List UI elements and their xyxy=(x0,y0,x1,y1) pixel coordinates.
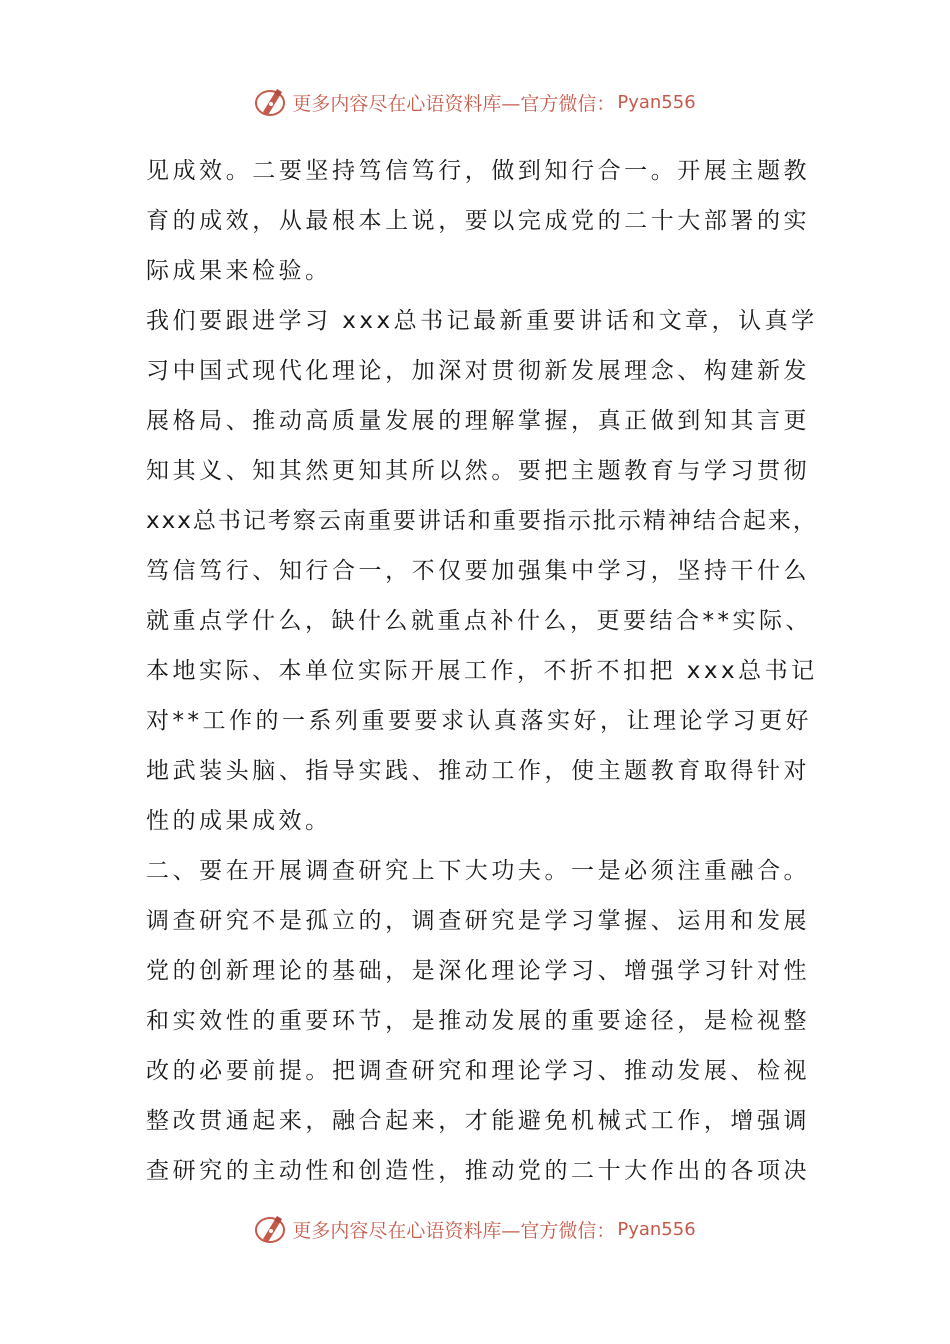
text-line: 和实效性的重要环节，是推动发展的重要途径，是检视整 xyxy=(146,1008,810,1034)
pen-nib-logo-icon xyxy=(254,85,288,119)
text-line: 改的必要前提。把调查研究和理论学习、推动发展、检视 xyxy=(146,1058,810,1084)
footer-watermark-banner xyxy=(0,1209,950,1249)
banner-text: 更多内容尽在心语资料库—官方微信： xyxy=(292,92,616,115)
text-line: 党的创新理论的基础，是深化理论学习、增强学习针对性 xyxy=(146,958,810,984)
text-line: 我们要跟进学习 xxx总书记最新重要讲话和文章，认真学 xyxy=(146,308,818,334)
text-line: 性的成果成效。 xyxy=(146,808,332,834)
wechat-id: Pyan556 xyxy=(617,91,696,113)
text-line: xxx总书记考察云南重要讲话和重要指示批示精神结合起来， xyxy=(146,508,818,534)
text-line: 调查研究不是孤立的，调查研究是学习掌握、运用和发展 xyxy=(146,908,810,934)
text-line: 育的成效，从最根本上说，要以完成党的二十大部署的实 xyxy=(146,208,810,234)
text-line: 二、要在开展调查研究上下大功夫。一是必须注重融合。 xyxy=(146,858,810,884)
text-line: 本地实际、本单位实际开展工作，不折不扣把 xxx总书记 xyxy=(146,658,818,684)
text-line: 展格局、推动高质量发展的理解掌握，真正做到知其言更 xyxy=(146,408,810,434)
wechat-id: Pyan556 xyxy=(617,1218,696,1240)
header-watermark-banner xyxy=(0,82,950,122)
pen-nib-logo-icon xyxy=(254,1212,288,1246)
text-line: 见成效。二要坚持笃信笃行，做到知行合一。开展主题教 xyxy=(146,158,810,184)
text-line: 对**工作的一系列重要要求认真落实好，让理论学习更好 xyxy=(146,708,812,734)
text-line: 笃信笃行、知行合一，不仅要加强集中学习，坚持干什么 xyxy=(146,558,810,584)
text-line: 就重点学什么，缺什么就重点补什么，更要结合**实际、 xyxy=(146,608,812,634)
text-line: 习中国式现代化理论，加深对贯彻新发展理念、构建新发 xyxy=(146,358,810,384)
text-line: 整改贯通起来，融合起来，才能避免机械式工作，增强调 xyxy=(146,1108,810,1134)
banner-text: 更多内容尽在心语资料库—官方微信： xyxy=(292,1219,616,1242)
document-body xyxy=(146,146,818,1196)
text-line: 地武装头脑、指导实践、推动工作，使主题教育取得针对 xyxy=(146,758,810,784)
text-line: 际成果来检验。 xyxy=(146,258,332,284)
text-line: 知其义、知其然更知其所以然。要把主题教育与学习贯彻 xyxy=(146,458,810,484)
text-line: 查研究的主动性和创造性，推动党的二十大作出的各项决 xyxy=(146,1158,810,1184)
